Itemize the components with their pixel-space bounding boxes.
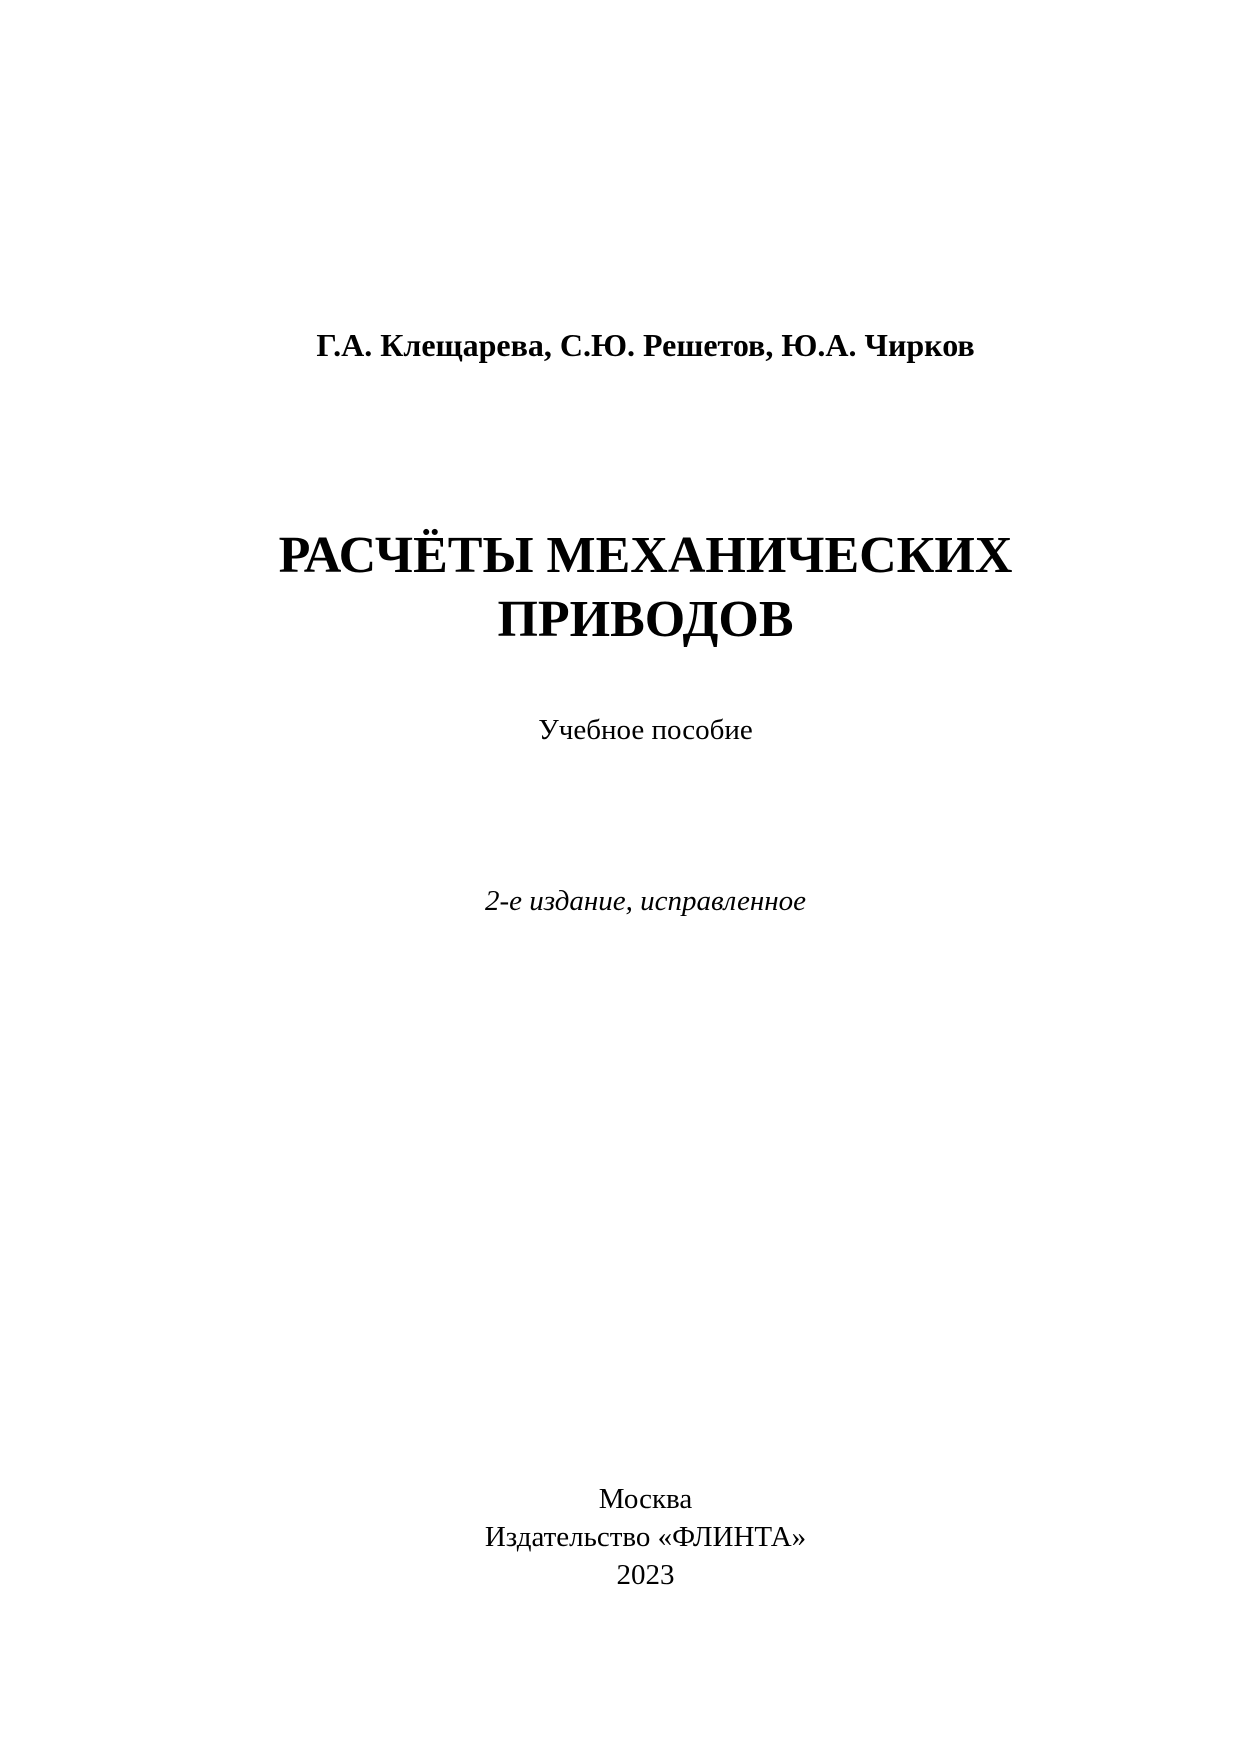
book-title-line-1: РАСЧЁТЫ МЕХАНИЧЕСКИХ [278, 527, 1013, 584]
imprint [0, 1480, 1241, 1594]
book-title-line-2: ПРИВОДОВ [497, 591, 794, 648]
imprint-publisher: Издательство «ФЛИНТА» [484, 1521, 807, 1553]
imprint-city: Москва [598, 1483, 693, 1515]
book-title [0, 524, 1241, 652]
authors: Г.А. Клещарева, С.Ю. Решетов, Ю.А. Чирков [316, 327, 975, 363]
edition-note: 2-е издание, исправленное [485, 885, 806, 917]
book-subtitle: Учебное пособие [538, 714, 753, 746]
imprint-year: 2023 [616, 1559, 675, 1591]
